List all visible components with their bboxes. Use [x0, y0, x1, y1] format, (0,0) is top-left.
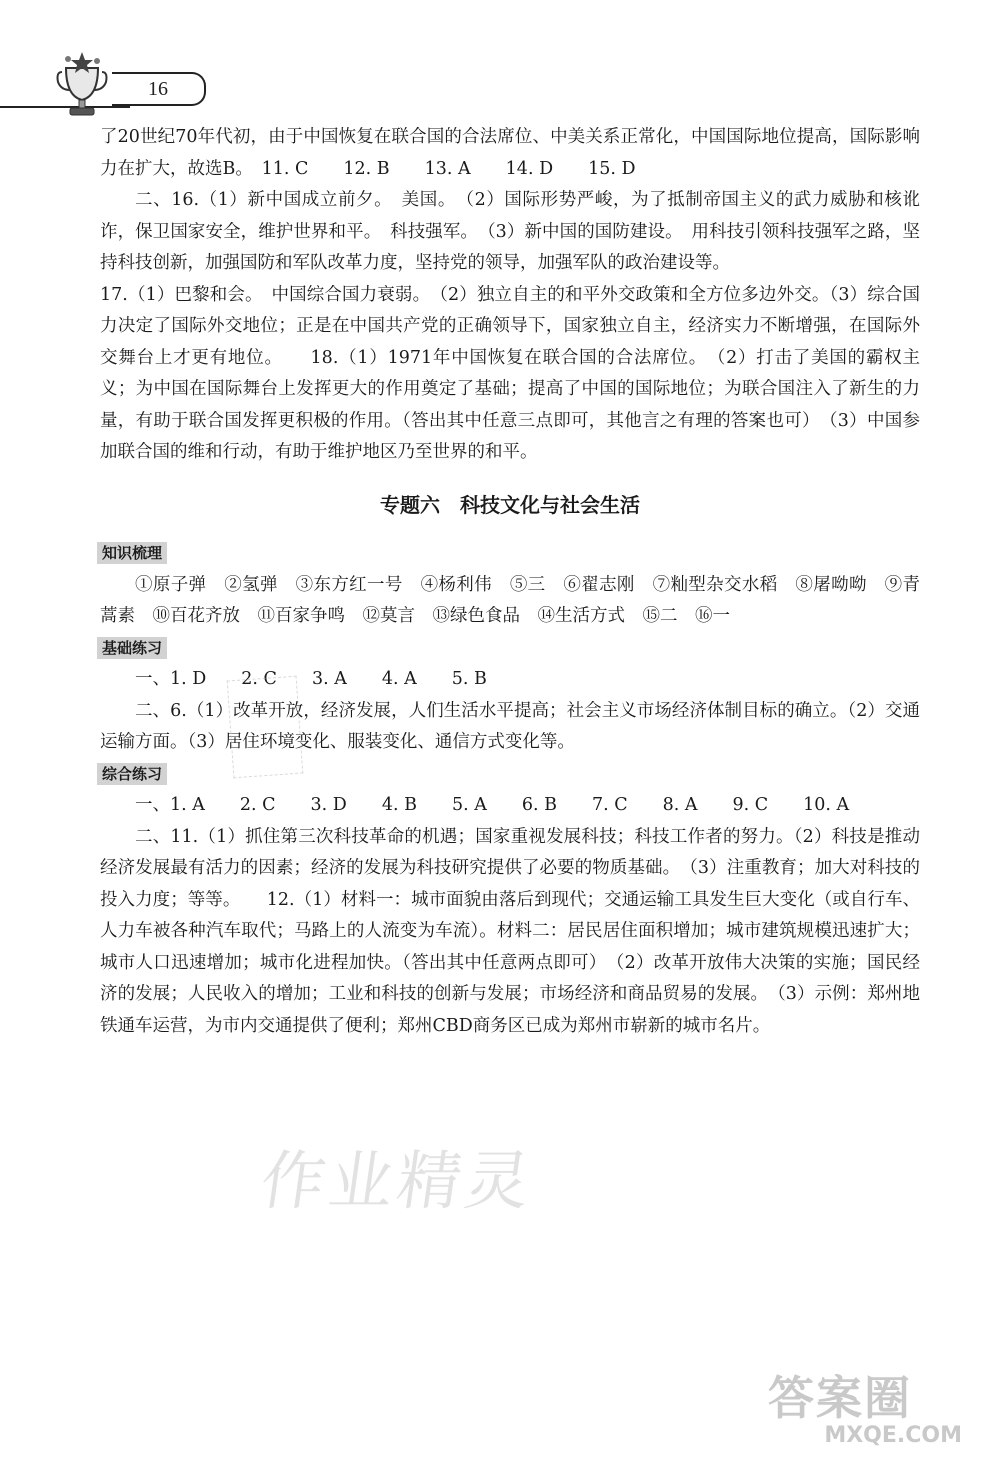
- section-label-comprehensive: 综合练习: [97, 763, 167, 785]
- section-title: 专题六 科技文化与社会生活: [380, 492, 640, 517]
- section-label-knowledge: 知识梳理: [97, 542, 167, 564]
- basic-answers-essay: 二、6.（1）改革开放，经济发展，人们生活水平提高；社会主义市场经济体制目标的确立。（2）交通运输方面。（3）居住环境变化、服装变化、通信方式变化等。: [100, 700, 920, 752]
- answer-paragraph: 了20世纪70年代初，由于中国恢复在联合国的合法席位、中美关系正常化，中国国际地位提高，国际影响力在扩大，故选B。 11. C 12. B 13. A 14. D 15. D: [100, 127, 920, 179]
- page-body: [100, 122, 920, 1042]
- site-logo-url: MXQE.COM: [824, 1423, 962, 1448]
- answer-paragraph: 二、16.（1）新中国成立前夕。 美国。 （2）国际形势严峻，为了抵制帝国主义的武力威胁和核讹诈，保卫国家安全，维护世界和平。 科技强军。 （3）新中国的国防建设。 用科技引领科技强军之路，坚持科技创新，加强国防和军队改革力度，坚持党的领导，加强军队的政治建设等。: [100, 190, 920, 273]
- knowledge-text: ①原子弹 ②氢弹 ③东方红一号 ④杨利伟 ⑤三 ⑥翟志刚 ⑦籼型杂交水稻 ⑧屠呦呦 ⑨青蒿素 ⑩百花齐放 ⑪百家争鸣 ⑫莫言 ⑬绿色食品 ⑭生活方式 ⑮二 ⑯一: [100, 574, 920, 626]
- watermark: 作业精灵: [255, 1145, 539, 1219]
- stamp-mark: [227, 676, 304, 779]
- comprehensive-answers-choice: 一、1. A 2. C 3. D 4. B 5. A 6. B 7. C 8. A 9. C 10. A: [135, 795, 850, 815]
- section-label-basic: 基础练习: [97, 637, 167, 659]
- trophy-icon: [52, 50, 112, 120]
- site-logo: [768, 1373, 968, 1453]
- page-header: [0, 50, 1000, 120]
- comprehensive-answers-essay: 二、11.（1）抓住第三次科技革命的机遇；国家重视发展科技；科技工作者的努力。（2）科技是推动经济发展最有活力的因素；经济的发展为科技研究提供了必要的物质基础。 （3）注重教育；加大对科技的投入力度；等等。 12.（1）材料一：城市面貌由落后到现代；交通运输工具发生巨大变化（或自行车、人力车被各种汽车取代；马路上的人流变为车流）。材料二：居民居住面积增加；城市建筑规模迅速扩大；城市人口迅速增加；城市化进程加快。（答出其中任意两点即可） （2）改革开放伟大决策的实施；国民经济的发展；人民收入的增加；工业和科技的创新与发展；市场经济和商品贸易的发展。 （3）示例：郑州地铁通车运营，为市内交通提供了便利；郑州CBD商务区已成为郑州市崭新的城市名片。: [100, 826, 920, 1036]
- answer-paragraph: 17.（1）巴黎和会。 中国综合国力衰弱。 （2）独立自主的和平外交政策和全方位多边外交。（3）综合国力决定了国际外交地位；正是在中国共产党的正确领导下，国家独立自主，经济实力不断增强，在国际外交舞台上才更有地位。 18.（1）1971年中国恢复在联合国的合法席位。 （2）打击了美国的霸权主义；为中国在国际舞台上发挥更大的作用奠定了基础；提高了中国的国际地位；为联合国注入了新生的力量，有助于联合国发挥更积极的作用。（答出其中任意三点即可，其他言之有理的答案也可） （3）中国参加联合国的维和行动，有助于维护地区乃至世界的和平。: [100, 284, 920, 462]
- basic-answers-choice: 一、1. D 2. C 3. A 4. A 5. B: [135, 669, 487, 689]
- page-number-box: [112, 72, 206, 106]
- page-number: 16: [148, 78, 168, 100]
- site-logo-text: 答案圈: [768, 1371, 912, 1425]
